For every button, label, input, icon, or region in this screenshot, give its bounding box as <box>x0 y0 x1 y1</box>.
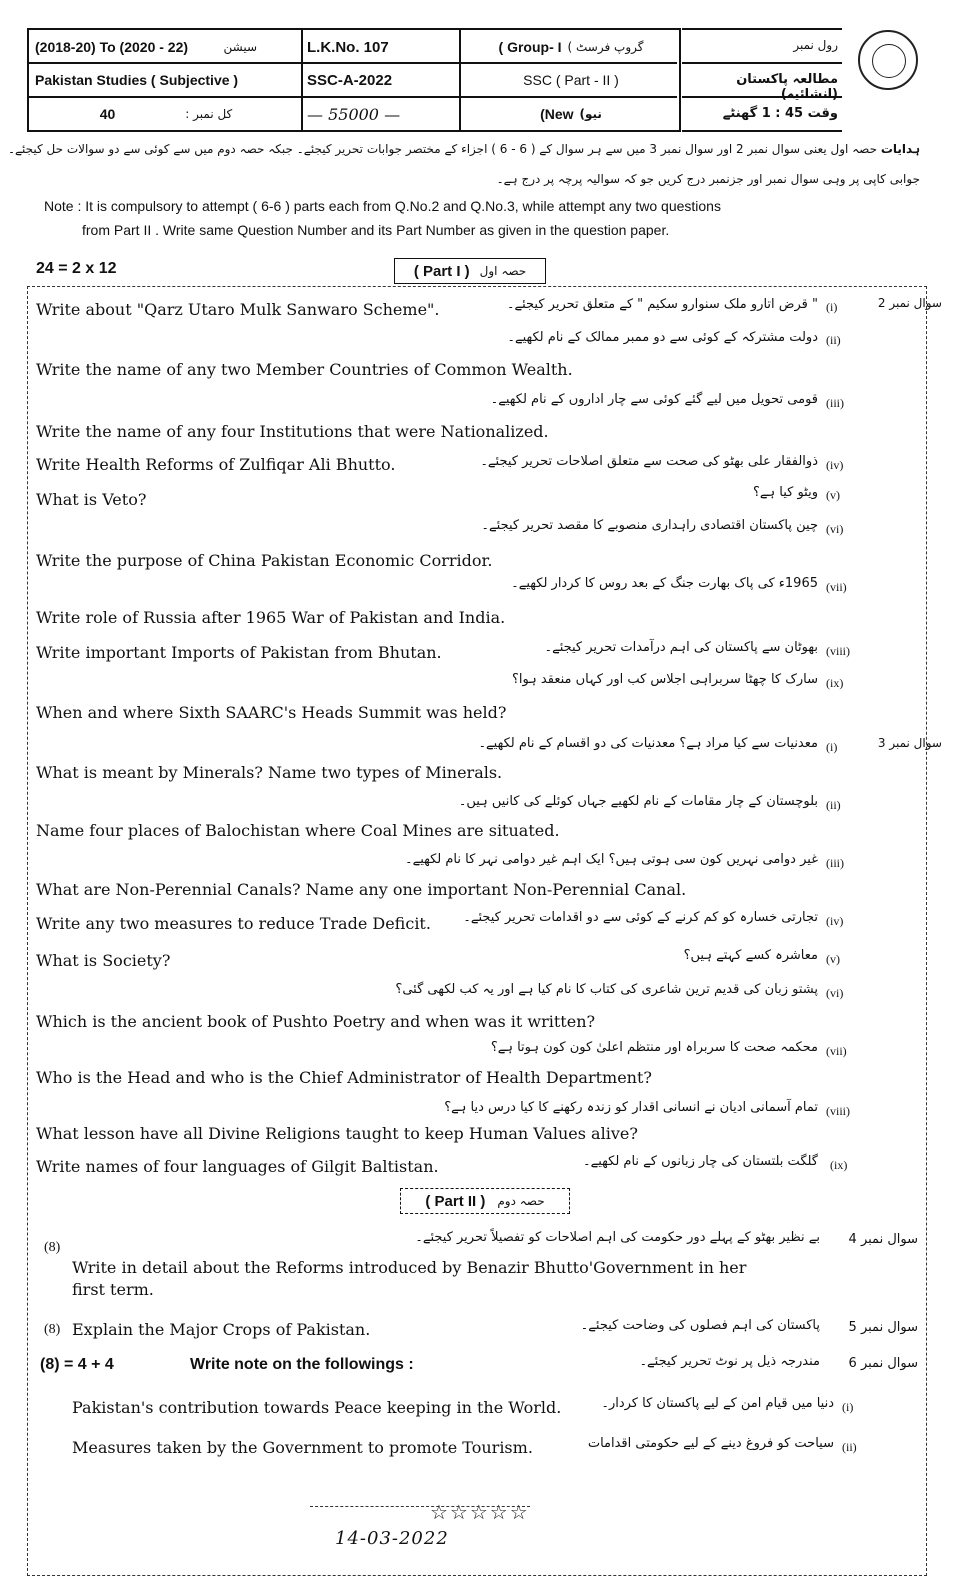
note-line-1: Note : It is compulsory to attempt ( 6-6 ) parts each from Q.No.2 and Q.No.3, while attempt any two questions <box>44 198 721 214</box>
q2-part-en: What is Veto? <box>36 490 147 509</box>
q2-part-ur: سارک کا چھٹا سربراہی اجلاس کب اور کہاں منعقد ہوا؟ <box>511 672 818 687</box>
total-marks-label: کل نمبر : <box>185 107 233 121</box>
q2-part-num: (v) <box>826 488 840 502</box>
instructions-line-1: ہدایات حصہ اول یعنی سوال نمبر 2 اور سوال نمبر 3 میں سے ہر سوال کے ( 6 - 6 ) اجزاء کے مختصر جوابات تحریر کیجئے۔ جبکہ حصہ دوم میں سے کوئی سے دو سوالات حل کیجئے۔ <box>7 142 920 156</box>
q3-part-en: Which is the ancient book of Pushto Poetry and when was it written? <box>36 1012 596 1031</box>
q2-part-ur: ذوالفقار علی بھٹو کی صحت سے متعلق اصلاحات تحریر کیجئے۔ <box>480 454 818 469</box>
q4-en-line2: first term. <box>72 1280 154 1299</box>
part2-label: ( Part II ) حصہ دوم <box>400 1188 570 1214</box>
q6-marks: (8) = 4 + 4 <box>40 1356 114 1373</box>
q3-part-num: (i) <box>826 740 838 754</box>
q2-part-num: (i) <box>826 300 838 314</box>
footer-stars: ☆☆☆☆☆ <box>430 1500 530 1524</box>
group-en: ( Group- I <box>498 39 562 55</box>
part1-marks: 24 = 2 x 12 <box>36 260 117 277</box>
q4-label: سوال نمبر 4 <box>848 1232 918 1247</box>
header-right-block <box>682 28 842 132</box>
q3-part-ur: معاشرہ کسے کہتے ہیں؟ <box>683 948 818 963</box>
q6-part-num: (i) <box>842 1400 854 1414</box>
subject-en: Pakistan Studies ( Subjective ) <box>35 72 239 88</box>
q6-part-en: Measures taken by the Government to promote Tourism. <box>72 1438 533 1457</box>
q2-part-en: Write role of Russia after 1965 War of Pakistan and India. <box>36 608 506 627</box>
new-ur: نیو) <box>579 107 602 121</box>
q3-part-en: Write names of four languages of Gilgit Baltistan. <box>36 1157 439 1176</box>
q5-label: سوال نمبر 5 <box>848 1320 918 1335</box>
note-line-2: from Part II . Write same Question Number and its Part Number as given in the question paper. <box>82 222 670 238</box>
q3-part-en: What lesson have all Divine Religions taught to keep Human Values alive? <box>36 1124 638 1143</box>
class-part: SSC ( Part - II ) <box>523 72 619 88</box>
lk-number: L.K.No. 107 <box>307 38 389 56</box>
q3-part-num: (vi) <box>826 986 844 1000</box>
q3-part-num: (vii) <box>826 1044 847 1058</box>
group-ur: گروپ فرسٹ ) <box>567 40 644 54</box>
q2-label: سوال نمبر 2 <box>877 296 942 310</box>
date-handwritten: 14-03-2022 <box>335 1528 449 1549</box>
q3-part-en: Name four places of Balochistan where Coal Mines are situated. <box>36 821 560 840</box>
new-en: (New <box>540 106 574 122</box>
instructions-title: ہدایات <box>880 142 920 156</box>
roll-number-label: رول نمبر <box>793 38 838 52</box>
footer-divider <box>310 1506 530 1507</box>
q2-part-num: (vii) <box>826 580 847 594</box>
q3-label: سوال نمبر 3 <box>877 736 942 750</box>
q3-part-ur: محکمہ صحت کا سربراہ اور منتظم اعلیٰ کون کون ہوتا ہے؟ <box>490 1040 818 1055</box>
q6-ur: مندرجہ ذیل پر نوٹ تحریر کیجئے۔ <box>639 1354 820 1369</box>
q3-part-en: What is Society? <box>36 951 171 970</box>
q2-part-en: When and where Sixth SAARC's Heads Summit was held? <box>36 703 507 722</box>
session-years: (2018-20) To (2020 - 22) <box>35 39 189 55</box>
q2-part-ur: 1965ء کی پاک بھارت جنگ کے بعد روس کا کردار لکھیے۔ <box>511 576 818 591</box>
total-marks: 40 <box>99 106 116 122</box>
serial-handwritten: — 55000 — <box>307 104 401 124</box>
q2-part-ur: چین پاکستان اقتصادی راہداری منصوبے کا مقصد تحریر کیجئے۔ <box>481 518 818 533</box>
q4-ur: بے نظیر بھٹو کے پہلے دور حکومت کی اہم اصلاحات کو تفصیلاً تحریر کیجئے۔ <box>415 1230 820 1245</box>
q3-part-ur: تمام آسمانی ادیان نے انسانی اقدار کو زندہ رکھنے کا کیا درس دیا ہے؟ <box>444 1100 818 1115</box>
q3-part-num: (ii) <box>826 798 841 812</box>
q3-part-ur: بلوچستان کے چار مقامات کے نام لکھیے جہاں کوئلے کی کانیں ہیں۔ <box>458 794 818 809</box>
session-label: سیشن <box>223 40 257 54</box>
q2-part-num: (ix) <box>826 676 844 690</box>
header-table <box>27 28 681 132</box>
q3-part-num: (viii) <box>826 1104 850 1118</box>
q3-part-num: (ix) <box>830 1158 848 1172</box>
q3-part-ur: گلگت بلتستان کی چار زبانوں کے نام لکھیے۔ <box>583 1154 818 1169</box>
q6-part-num: (ii) <box>842 1440 857 1454</box>
q3-part-num: (iv) <box>826 914 844 928</box>
q6-en: Write note on the followings : <box>190 1356 414 1373</box>
q3-part-en: What are Non-Perennial Canals? Name any one important Non-Perennial Canal. <box>36 880 687 899</box>
q3-part-en: Write any two measures to reduce Trade Deficit. <box>36 914 431 933</box>
q3-part-ur: تجارتی خسارہ کو کم کرنے کے کوئی سے دو اقدامات تحریر کیجئے۔ <box>463 910 818 925</box>
q2-part-ur: قومی تحویل میں لیے گئے کوئی سے چار اداروں کے نام لکھیے۔ <box>490 392 818 407</box>
q3-part-en: What is meant by Minerals? Name two types of Minerals. <box>36 763 503 782</box>
q2-part-num: (iv) <box>826 458 844 472</box>
q4-en-line1: Write in detail about the Reforms introduced by Benazir Bhutto'Government in her <box>72 1258 747 1277</box>
instructions-line-2: جوابی کاپی پر وہی سوال نمبر اور جزنمبر درج کریں جو کہ سوالیہ پرچہ پر درج ہے۔ <box>496 172 920 186</box>
q2-part-num: (vi) <box>826 522 844 536</box>
q5-en: Explain the Major Crops of Pakistan. <box>72 1320 371 1339</box>
q2-part-num: (iii) <box>826 396 844 410</box>
q5-marks: (8) <box>44 1322 61 1337</box>
q2-part-en: Write about "Qarz Utaro Mulk Sanwaro Scheme". <box>36 300 440 319</box>
q6-part-ur: سیاحت کو فروغ دینے کے لیے حکومتی اقدامات <box>587 1436 834 1451</box>
q2-part-num: (ii) <box>826 333 841 347</box>
q2-part-en: Write the name of any two Member Countries of Common Wealth. <box>36 360 573 379</box>
q2-part-en: Write the name of any four Institutions that were Nationalized. <box>36 422 549 441</box>
q6-part-en: Pakistan's contribution towards Peace keeping in the World. <box>72 1398 562 1417</box>
subject-ur: مطالعہ پاکستان (انشائیہ) <box>736 72 838 102</box>
q3-part-num: (iii) <box>826 856 844 870</box>
q2-part-en: Write important Imports of Pakistan from Bhutan. <box>36 643 442 662</box>
q2-part-num: (viii) <box>826 644 850 658</box>
q6-part-ur: دنیا میں قیام امن کے لیے پاکستان کا کردار۔ <box>601 1396 834 1411</box>
exam-code: SSC-A-2022 <box>307 71 393 89</box>
time-allowed: وقت 45 : 1 گھنٹے <box>722 106 838 121</box>
q3-part-num: (v) <box>826 952 840 966</box>
q2-part-ur: بھوٹان سے پاکستان کی اہم درآمدات تحریر کیجئے۔ <box>544 640 818 655</box>
q4-marks: (8) <box>44 1240 61 1255</box>
q3-part-ur: معدنیات سے کیا مراد ہے؟ معدنیات کی دو اقسام کے نام لکھیے۔ <box>478 736 818 751</box>
q3-part-ur: پشتو زبان کی قدیم ترین شاعری کی کتاب کا نام کیا ہے اور یہ کب لکھی گئی؟ <box>395 982 818 997</box>
q2-part-en: Write the purpose of China Pakistan Economic Corridor. <box>36 551 493 570</box>
board-seal-icon <box>858 30 918 90</box>
q2-part-ur: " قرض اتارو ملک سنوارو سکیم " کے متعلق تحریر کیجئے۔ <box>506 297 818 312</box>
part1-label: ( Part I ) حصہ اول <box>394 258 546 284</box>
q2-part-ur: دولت مشترکہ کے کوئی سے دو ممبر ممالک کے نام لکھیے۔ <box>507 330 818 345</box>
q6-label: سوال نمبر 6 <box>848 1356 918 1371</box>
q2-part-ur: ویٹو کیا ہے؟ <box>752 485 818 500</box>
q2-part-en: Write Health Reforms of Zulfiqar Ali Bhutto. <box>36 455 396 474</box>
q5-ur: پاکستان کی اہم فصلوں کی وضاحت کیجئے۔ <box>580 1318 820 1333</box>
q3-part-ur: غیر دوامی نہریں کون سی ہوتی ہیں؟ ایک اہم غیر دوامی نہر کا نام لکھیے۔ <box>404 852 818 867</box>
q3-part-en: Who is the Head and who is the Chief Administrator of Health Department? <box>36 1068 652 1087</box>
